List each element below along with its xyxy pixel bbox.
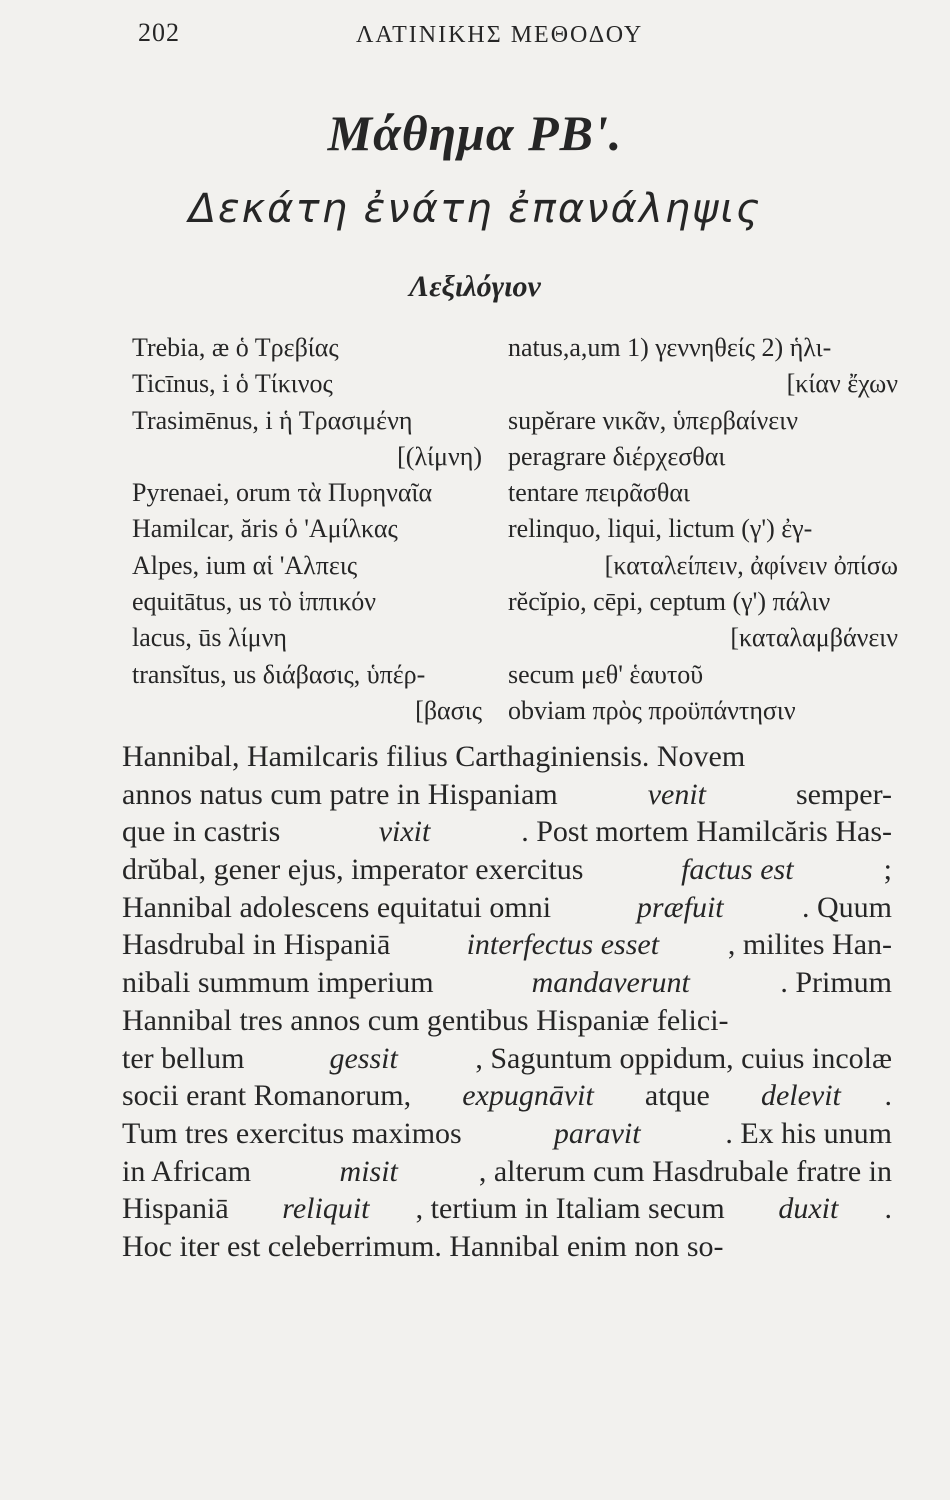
vocab-entry: Trasimēnus, i ἡ Τρασιμένη (132, 405, 413, 435)
passage-text: nibali summum imperium (122, 966, 442, 1000)
vocab-entry-continuation: [κίαν ἔχων (786, 369, 898, 399)
passage-line (122, 964, 892, 1002)
vocab-entry-continuation: [(λίμνη) (397, 441, 482, 471)
vocabulary-heading: Λεξιλόγιον (409, 270, 541, 303)
passage-line (122, 889, 892, 927)
passage-verb: venit (647, 777, 706, 811)
vocab-entry: Alpes, ium αἱ 'Αλπεις (132, 550, 358, 580)
passage-verb: mandaverunt (531, 966, 690, 1000)
passage-text: . Quum (801, 890, 892, 924)
passage-text: Hannibal adolescens equitatui omni (122, 890, 559, 924)
passage-text: , Saguntum oppidum, cuius incolæ (475, 1041, 892, 1075)
passage-text: Hannibal tres annos cum gentibus Hispaniæ felici- (122, 1003, 729, 1037)
page-number: 202 (138, 18, 180, 47)
vocab-entry: Hamilcar, ăris ὁ 'Αμίλκας (132, 514, 398, 544)
passage-verb: delevit (760, 1079, 841, 1113)
passage-line (122, 1228, 892, 1266)
passage-verb: præfuit (636, 890, 724, 924)
passage-line (122, 1040, 892, 1078)
passage-line (122, 1153, 892, 1191)
vocab-entry-continuation: [καταλαμβάνειν (730, 623, 898, 653)
passage-line (122, 1115, 892, 1153)
passage-line (122, 1077, 892, 1115)
passage-verb: expugnāvit (462, 1079, 594, 1113)
passage-text: . (884, 1079, 892, 1113)
passage-text: . Post mortem Hamilcăris Has- (521, 815, 892, 849)
passage-verb: misit (339, 1154, 398, 1188)
passage-line (122, 1190, 892, 1228)
vocabulary-right-column (508, 330, 898, 729)
passage-verb: reliquit (282, 1192, 370, 1226)
vocab-entry: secum μεθ' ἑαυτοῦ (508, 659, 704, 689)
vocab-entry: Trebia, æ ὁ Τρεβίας (132, 333, 339, 362)
vocab-entry: lacus, ūs λίμνη (132, 623, 287, 653)
passage-verb: gessit (329, 1041, 398, 1075)
vocab-entry: Pyrenaei, orum τὰ Πυρηναῖα (132, 478, 433, 508)
passage-line (122, 776, 892, 814)
running-title: ΛΑΤΙΝΙΚΗΣ ΜΕΘΟΔΟΥ (356, 22, 644, 48)
passage-line (122, 926, 892, 964)
vocab-entry: supĕrare νικᾶν, ὑπερβαίνειν (508, 405, 798, 435)
passage-text: Hasdrubal in Hispaniā (122, 928, 398, 962)
passage-text: , milites Han- (727, 928, 892, 962)
passage-verb: paravit (553, 1116, 641, 1150)
lesson-subtitle: Δεκάτη ἐνάτη ἐπανάληψις (188, 186, 762, 232)
latin-passage (122, 738, 892, 1266)
vocab-entry: obviam πρὸς προϋπάντησιν (508, 695, 796, 725)
vocab-entry: transĭtus, us διάβασις, ὑπέρ- (132, 659, 426, 689)
vocabulary-left-column (132, 330, 482, 729)
passage-verb: interfectus esset (466, 928, 660, 962)
passage-text: Hoc iter est celeberrimum. Hannibal enim non so- (122, 1229, 724, 1263)
passage-text: ter bellum (122, 1041, 252, 1075)
passage-text: annos natus cum patre in Hispaniam (122, 777, 566, 811)
passage-line (122, 851, 892, 889)
vocab-entry: equitātus, us τὸ ἱππικόν (132, 587, 376, 617)
vocab-entry: tentare πειρᾶσθαι (508, 478, 690, 508)
vocab-entry: relinquo, liqui, lictum (γ') ἐγ- (508, 514, 813, 544)
lesson-title: Μάθημα ΡΒ'. (327, 105, 623, 161)
passage-line (122, 738, 892, 776)
passage-text: . (884, 1192, 892, 1226)
passage-text: ; (883, 853, 892, 887)
page-header (0, 14, 950, 54)
passage-text: que in castris (122, 815, 288, 849)
vocab-entry-continuation: [βασις (415, 695, 482, 725)
passage-text: Hannibal, Hamilcaris filius Carthaginiensis. Novem (122, 740, 746, 773)
passage-verb: duxit (778, 1192, 839, 1226)
passage-line (122, 813, 892, 851)
passage-text: socii erant Romanorum, (122, 1079, 419, 1113)
vocab-entry-continuation: [καταλείπειν, ἀφίνειν ὀπίσω (604, 550, 898, 580)
passage-line (122, 1002, 892, 1040)
passage-text: semper- (788, 777, 892, 811)
passage-text: , alterum cum Hasdrubale fratre in (478, 1154, 892, 1188)
passage-verb: factus est (681, 853, 794, 887)
passage-verb: vixit (378, 815, 431, 849)
vocab-entry: peragrare διέρχεσθαι (508, 441, 726, 471)
vocab-entry: natus,a,um 1) γεννηθείς 2) ἡλι- (508, 333, 832, 362)
passage-text: atque (637, 1079, 718, 1113)
passage-text: Tum tres exercitus maximos (122, 1116, 470, 1150)
passage-text: in Africam (122, 1154, 259, 1188)
passage-text: drŭbal, gener ejus, imperator exercitus (122, 853, 591, 887)
vocab-entry: Ticīnus, i ὁ Τίκινος (132, 369, 333, 399)
passage-text: . Primum (780, 966, 892, 1000)
vocab-entry: rĕcĭpio, cēpi, ceptum (γ') πάλιν (508, 587, 831, 617)
passage-text: , tertium in Italiam secum (415, 1192, 733, 1226)
passage-text: . Ex his unum (725, 1116, 892, 1150)
passage-text: Hispaniā (122, 1192, 237, 1226)
